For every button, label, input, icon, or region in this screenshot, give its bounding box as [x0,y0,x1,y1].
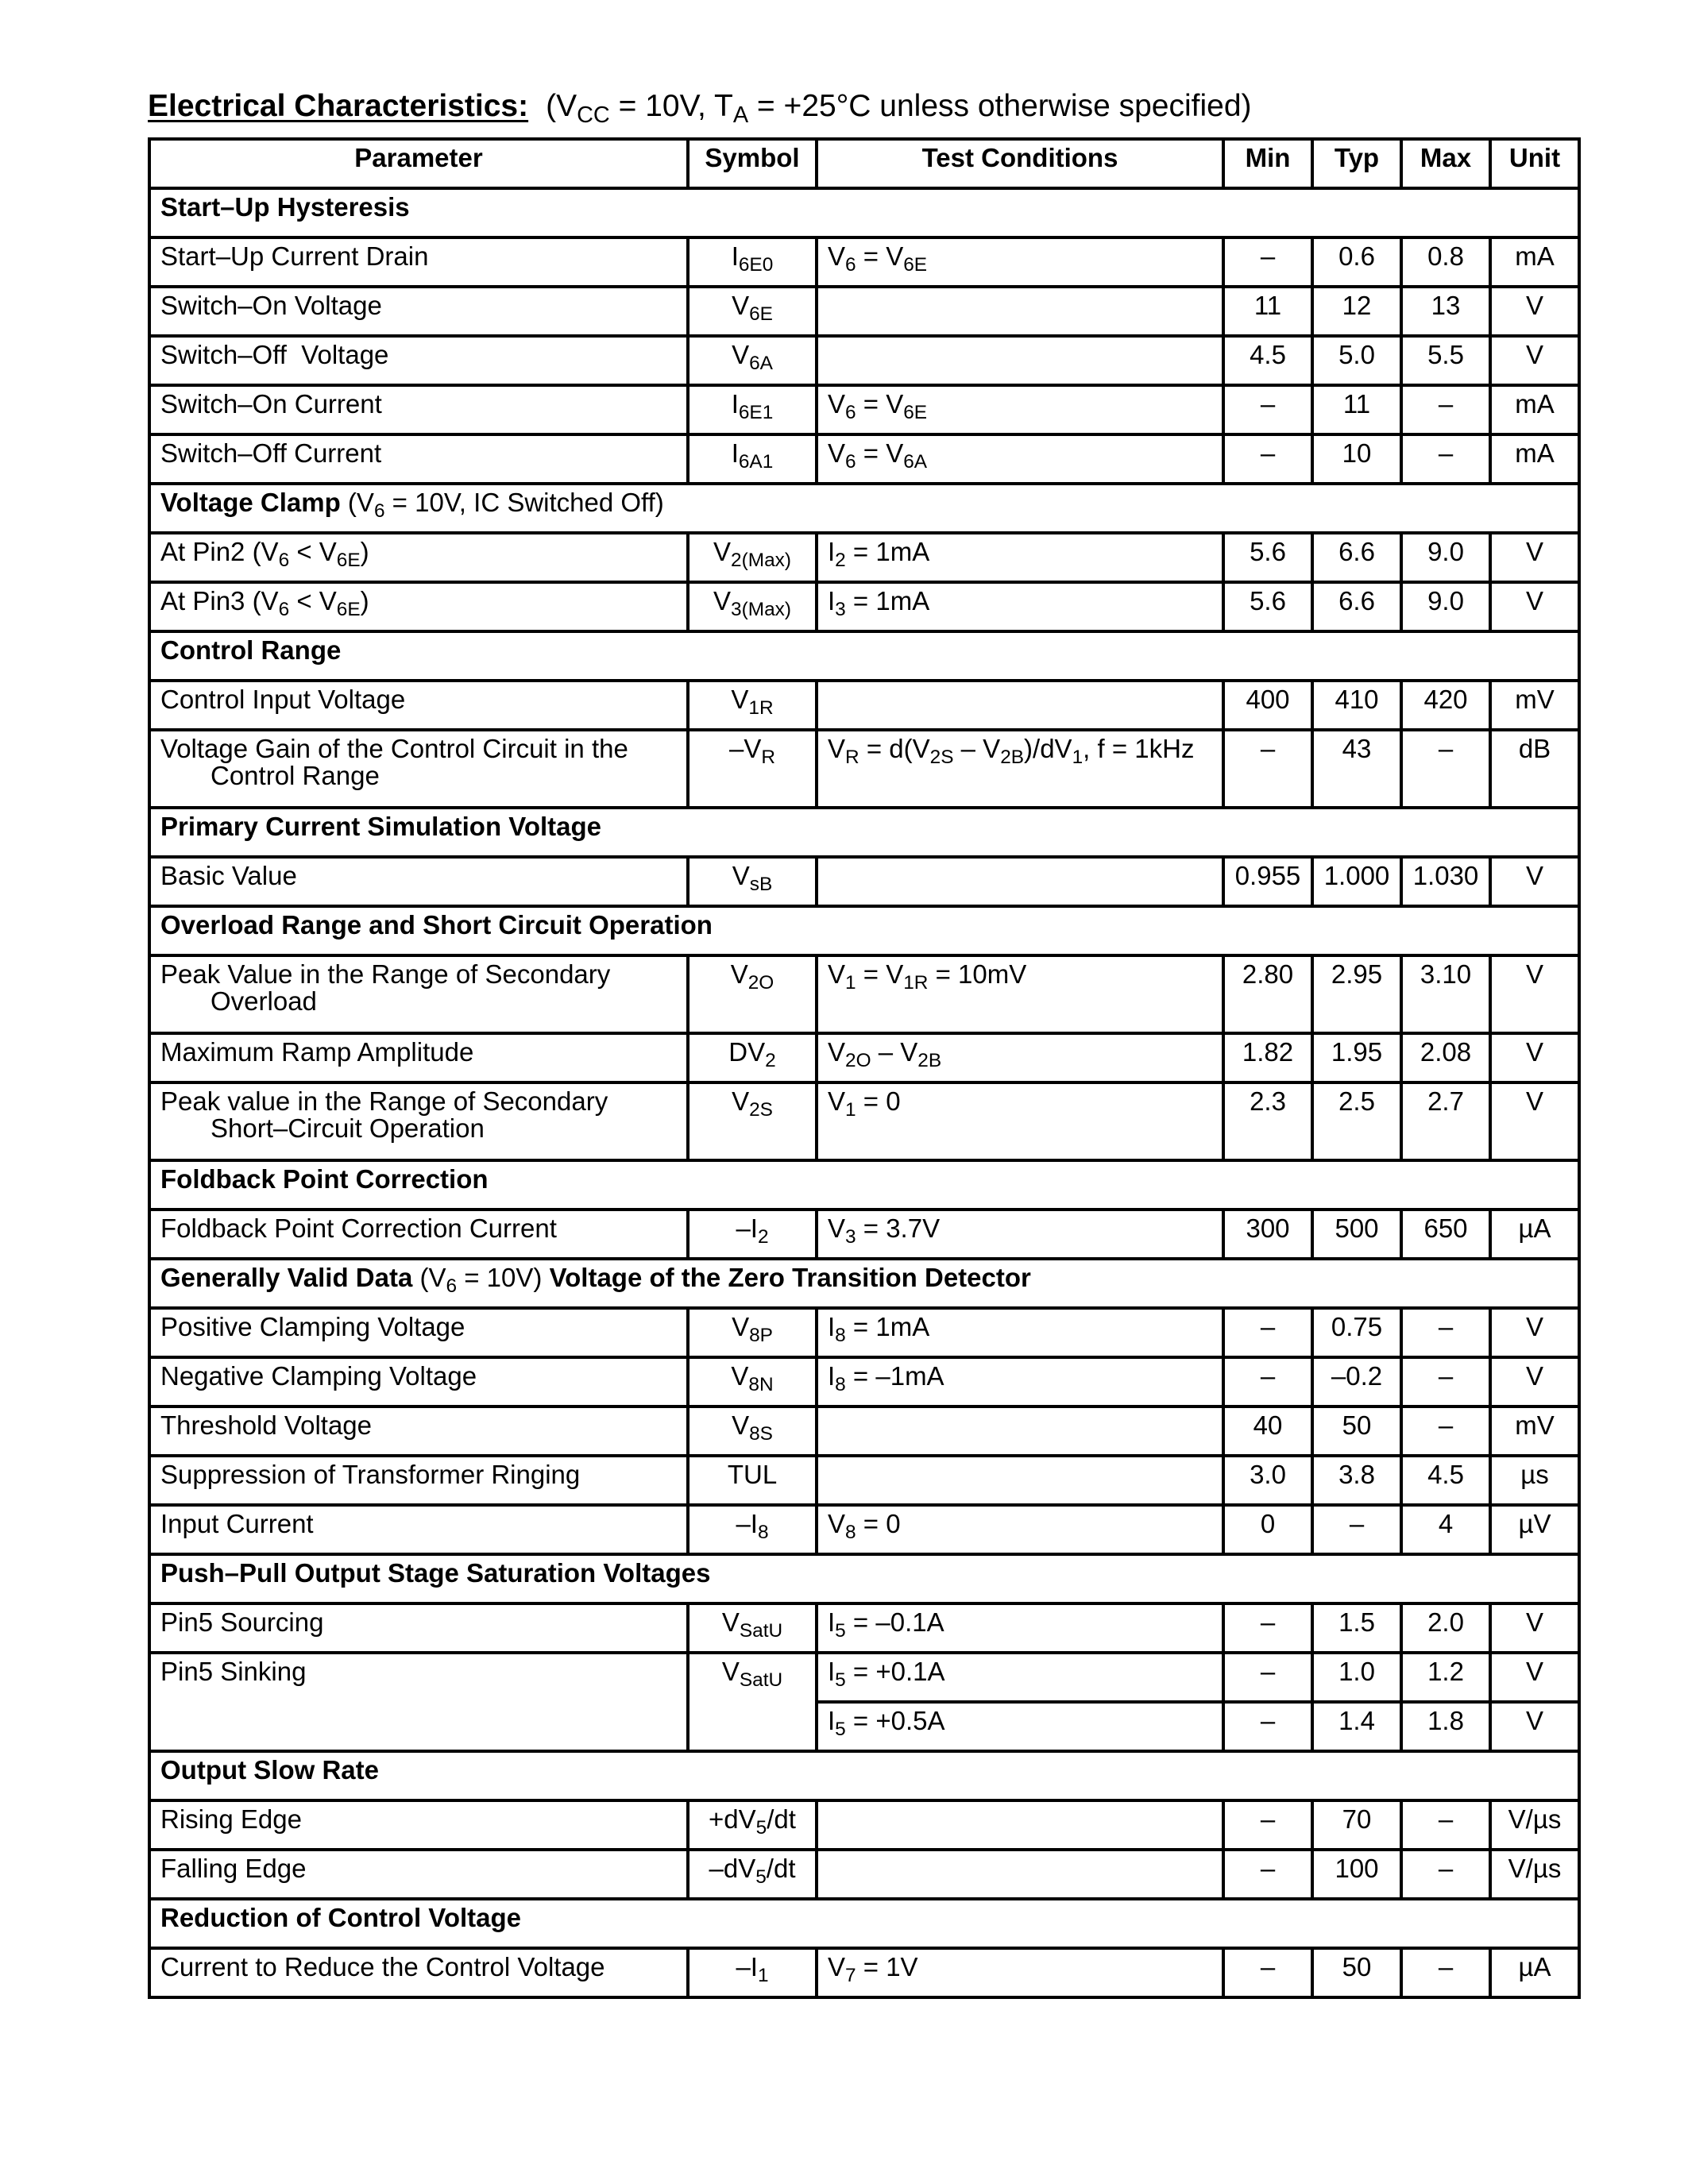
symbol-cell: $+dV_5/dt$ [688,1800,817,1850]
typ-cell: 50 [1312,1406,1401,1456]
typ-cell: –0.2 [1312,1357,1401,1406]
section-title: Control Range [149,631,1579,681]
table-row [149,1505,1579,1554]
unit-cell: mV [1490,1406,1579,1456]
unit-cell: V [1490,1082,1579,1160]
table-row [149,1406,1579,1456]
section-title: Voltage Clamp ($V_6 = 10V$, IC Switched Off) [149,484,1579,533]
typ-cell: 410 [1312,681,1401,730]
section-row [149,1259,1579,1308]
unit-cell: µV [1490,1505,1579,1554]
typ-cell: 10 [1312,434,1401,484]
section-title: Foldback Point Correction [149,1160,1579,1210]
test-conditions-cell: $I_8 = -1mA$ [817,1357,1223,1406]
table-row [149,237,1579,287]
unit-cell: V [1490,287,1579,336]
section-row [149,1899,1579,1948]
symbol-cell: $V_{SatU}$ [688,1653,817,1751]
symbol-cell: $V_{sB}$ [688,857,817,906]
test-conditions-cell: $V_6 = V_{6E}$ [817,237,1223,287]
min-cell: 2.3 [1223,1082,1312,1160]
table-row [149,434,1579,484]
param-cell: Input Current [149,1505,688,1554]
section-title: Reduction of Control Voltage [149,1899,1579,1948]
param-cell: Negative Clamping Voltage [149,1357,688,1406]
min-cell: 1.82 [1223,1033,1312,1082]
max-cell: – [1401,1406,1490,1456]
test-conditions-cell: $V_1 = 0$ [817,1082,1223,1160]
section-title: Overload Range and Short Circuit Operation [149,906,1579,955]
unit-cell: V [1490,857,1579,906]
symbol-cell: $-I_8$ [688,1505,817,1554]
table-row [149,1850,1579,1899]
symbol-cell: $V_{6E}$ [688,287,817,336]
unit-cell: V [1490,1603,1579,1653]
param-cell: Positive Clamping Voltage [149,1308,688,1357]
unit-cell: V [1490,955,1579,1033]
max-cell: 9.0 [1401,533,1490,582]
test-conditions-cell [817,681,1223,730]
table-row [149,582,1579,631]
max-cell: – [1401,1800,1490,1850]
param-cell: Start–Up Current Drain [149,237,688,287]
param-cell: Control Input Voltage [149,681,688,730]
unit-cell: mA [1490,434,1579,484]
header-min: Min [1223,139,1312,188]
section-title: Push–Pull Output Stage Saturation Voltages [149,1554,1579,1603]
max-cell: 0.8 [1401,237,1490,287]
max-cell: – [1401,1308,1490,1357]
typ-cell: 12 [1312,287,1401,336]
table-header-row [149,139,1579,188]
section-row [149,631,1579,681]
symbol-cell: $V_{1R}$ [688,681,817,730]
typ-cell: 2.95 [1312,955,1401,1033]
min-cell: 3.0 [1223,1456,1312,1505]
page-title [148,89,1252,129]
unit-cell: dB [1490,730,1579,808]
param-cell: At Pin3 $(V_6 < V_{6E})$ [149,582,688,631]
title-heading: Electrical Characteristics: [148,89,529,123]
param-cell: Peak value in the Range of Secondary Short–Circuit Operation [149,1082,688,1160]
unit-cell: V [1490,1308,1579,1357]
test-conditions-cell [817,857,1223,906]
max-cell: 420 [1401,681,1490,730]
header-max: Max [1401,139,1490,188]
table-row [149,857,1579,906]
table-row [149,1033,1579,1082]
min-cell: – [1223,1850,1312,1899]
min-cell: – [1223,1702,1312,1751]
unit-cell: V/µs [1490,1800,1579,1850]
typ-cell: 0.6 [1312,237,1401,287]
header-test-conditions: Test Conditions [817,139,1223,188]
max-cell: 2.0 [1401,1603,1490,1653]
electrical-characteristics-table [148,137,1581,1999]
symbol-cell: $-I_1$ [688,1948,817,1997]
min-cell: – [1223,1800,1312,1850]
typ-cell: 100 [1312,1850,1401,1899]
min-cell: – [1223,1653,1312,1702]
symbol-cell: $V_{SatU}$ [688,1603,817,1653]
min-cell: 40 [1223,1406,1312,1456]
typ-cell: 0.75 [1312,1308,1401,1357]
typ-cell: 6.6 [1312,582,1401,631]
min-cell: 11 [1223,287,1312,336]
unit-cell: V/µs [1490,1850,1579,1899]
unit-cell: V [1490,1653,1579,1702]
section-row [149,1751,1579,1800]
table-row [149,385,1579,434]
min-cell: 5.6 [1223,533,1312,582]
test-conditions-cell: $V_6 = V_{6A}$ [817,434,1223,484]
table-row [149,955,1579,1033]
typ-cell: 1.0 [1312,1653,1401,1702]
min-cell: – [1223,237,1312,287]
test-conditions-cell: $V_1 = V_{1R} = 10mV$ [817,955,1223,1033]
typ-cell: 1.000 [1312,857,1401,906]
section-title: Output Slow Rate [149,1751,1579,1800]
unit-cell: V [1490,1357,1579,1406]
max-cell: 5.5 [1401,336,1490,385]
section-row [149,188,1579,237]
min-cell: 0 [1223,1505,1312,1554]
symbol-cell: $I_{6E0}$ [688,237,817,287]
symbol-cell: $-dV_5/dt$ [688,1850,817,1899]
param-cell: Voltage Gain of the Control Circuit in the Control Range [149,730,688,808]
min-cell: 2.80 [1223,955,1312,1033]
symbol-cell: $V_{2O}$ [688,955,817,1033]
param-cell: Switch–Off Current [149,434,688,484]
unit-cell: mV [1490,681,1579,730]
min-cell: – [1223,1308,1312,1357]
table-row [149,287,1579,336]
unit-cell: µA [1490,1948,1579,1997]
min-cell: – [1223,730,1312,808]
param-cell: Switch–On Voltage [149,287,688,336]
typ-cell: 43 [1312,730,1401,808]
test-conditions-cell: $I_5 = +0.5A$ [817,1702,1223,1751]
typ-cell: 70 [1312,1800,1401,1850]
table-row [149,681,1579,730]
title-conditions: ($V_{CC} = 10V$, $T_A = +25^\circ C$ unless otherwise specified) [546,89,1252,129]
section-row [149,1160,1579,1210]
symbol-cell: $V_{2S}$ [688,1082,817,1160]
test-conditions-cell [817,336,1223,385]
section-title: Generally Valid Data $(V_6 = 10V)$ Voltage of the Zero Transition Detector [149,1259,1579,1308]
test-conditions-cell: $V_8 = 0$ [817,1505,1223,1554]
min-cell: – [1223,1603,1312,1653]
unit-cell: mA [1490,385,1579,434]
max-cell: 2.08 [1401,1033,1490,1082]
unit-cell: µA [1490,1210,1579,1259]
table-row [149,336,1579,385]
max-cell: – [1401,1357,1490,1406]
param-cell: Falling Edge [149,1850,688,1899]
param-cell: At Pin2 $(V_6 < V_{6E})$ [149,533,688,582]
table-row [149,1603,1579,1653]
min-cell: 5.6 [1223,582,1312,631]
table-row [149,1653,1579,1702]
symbol-cell: $-V_R$ [688,730,817,808]
min-cell: 300 [1223,1210,1312,1259]
table-row [149,1210,1579,1259]
max-cell: 13 [1401,287,1490,336]
table-row [149,1800,1579,1850]
section-row [149,1554,1579,1603]
symbol-cell: TUL [688,1456,817,1505]
param-cell: Foldback Point Correction Current [149,1210,688,1259]
test-conditions-cell [817,1456,1223,1505]
test-conditions-cell: $I_5 = +0.1A$ [817,1653,1223,1702]
test-conditions-cell [817,287,1223,336]
symbol-cell: $V_{8N}$ [688,1357,817,1406]
max-cell: 4 [1401,1505,1490,1554]
param-cell: Pin5 Sinking [149,1653,688,1751]
param-cell: Basic Value [149,857,688,906]
typ-cell: 6.6 [1312,533,1401,582]
unit-cell: µs [1490,1456,1579,1505]
typ-cell: 500 [1312,1210,1401,1259]
max-cell: – [1401,1850,1490,1899]
typ-cell: 1.4 [1312,1702,1401,1751]
table-row [149,1456,1579,1505]
table-row [149,730,1579,808]
symbol-cell: $V_{8P}$ [688,1308,817,1357]
symbol-cell: $-I_2$ [688,1210,817,1259]
typ-cell: 11 [1312,385,1401,434]
header-typ: Typ [1312,139,1401,188]
section-title: Primary Current Simulation Voltage [149,808,1579,857]
max-cell: – [1401,385,1490,434]
max-cell: 650 [1401,1210,1490,1259]
param-cell: Switch–On Current [149,385,688,434]
unit-cell: V [1490,1033,1579,1082]
symbol-cell: $I_{6E1}$ [688,385,817,434]
test-conditions-cell: $I_5 = -0.1A$ [817,1603,1223,1653]
symbol-cell: $V_{3(Max)}$ [688,582,817,631]
test-conditions-cell: $V_R = d(V_{2S} - V_{2B})/dV_1$, f = 1kHz [817,730,1223,808]
header-parameter: Parameter [149,139,688,188]
table-row [149,533,1579,582]
max-cell: 3.10 [1401,955,1490,1033]
symbol-cell: $V_{2(Max)}$ [688,533,817,582]
section-row [149,484,1579,533]
table-row [149,1948,1579,1997]
test-conditions-cell [817,1406,1223,1456]
test-conditions-cell: $V_3 = 3.7V$ [817,1210,1223,1259]
test-conditions-cell [817,1850,1223,1899]
symbol-cell: $DV_2$ [688,1033,817,1082]
min-cell: – [1223,434,1312,484]
unit-cell: V [1490,582,1579,631]
test-conditions-cell: $I_3 = 1mA$ [817,582,1223,631]
unit-cell: mA [1490,237,1579,287]
param-cell: Current to Reduce the Control Voltage [149,1948,688,1997]
table-row [149,1308,1579,1357]
min-cell: – [1223,1948,1312,1997]
unit-cell: V [1490,336,1579,385]
typ-cell: 1.95 [1312,1033,1401,1082]
section-title: Start–Up Hysteresis [149,188,1579,237]
test-conditions-cell [817,1800,1223,1850]
table-row [149,1357,1579,1406]
typ-cell: 2.5 [1312,1082,1401,1160]
max-cell: 1.2 [1401,1653,1490,1702]
section-row [149,906,1579,955]
min-cell: 0.955 [1223,857,1312,906]
test-conditions-cell: $V_6 = V_{6E}$ [817,385,1223,434]
param-cell: Rising Edge [149,1800,688,1850]
param-cell: Peak Value in the Range of Secondary Overload [149,955,688,1033]
typ-cell: 5.0 [1312,336,1401,385]
min-cell: 4.5 [1223,336,1312,385]
max-cell: – [1401,1948,1490,1997]
min-cell: 400 [1223,681,1312,730]
typ-cell: 50 [1312,1948,1401,1997]
min-cell: – [1223,385,1312,434]
param-cell: Threshold Voltage [149,1406,688,1456]
unit-cell: V [1490,1702,1579,1751]
test-conditions-cell: $V_7 = 1V$ [817,1948,1223,1997]
section-row [149,808,1579,857]
symbol-cell: $I_{6A1}$ [688,434,817,484]
symbol-cell: $V_{8S}$ [688,1406,817,1456]
test-conditions-cell: $I_2 = 1mA$ [817,533,1223,582]
param-cell: Pin5 Sourcing [149,1603,688,1653]
header-unit: Unit [1490,139,1579,188]
param-cell: Switch–Off Voltage [149,336,688,385]
typ-cell: – [1312,1505,1401,1554]
max-cell: 1.030 [1401,857,1490,906]
header-symbol: Symbol [688,139,817,188]
typ-cell: 3.8 [1312,1456,1401,1505]
typ-cell: 1.5 [1312,1603,1401,1653]
symbol-cell: $V_{6A}$ [688,336,817,385]
max-cell: 2.7 [1401,1082,1490,1160]
max-cell: 1.8 [1401,1702,1490,1751]
param-cell: Maximum Ramp Amplitude [149,1033,688,1082]
table-row [149,1082,1579,1160]
max-cell: – [1401,434,1490,484]
param-cell: Suppression of Transformer Ringing [149,1456,688,1505]
unit-cell: V [1490,533,1579,582]
test-conditions-cell: $V_{2O} - V_{2B}$ [817,1033,1223,1082]
test-conditions-cell: $I_8 = 1mA$ [817,1308,1223,1357]
max-cell: 4.5 [1401,1456,1490,1505]
min-cell: – [1223,1357,1312,1406]
max-cell: 9.0 [1401,582,1490,631]
max-cell: – [1401,730,1490,808]
